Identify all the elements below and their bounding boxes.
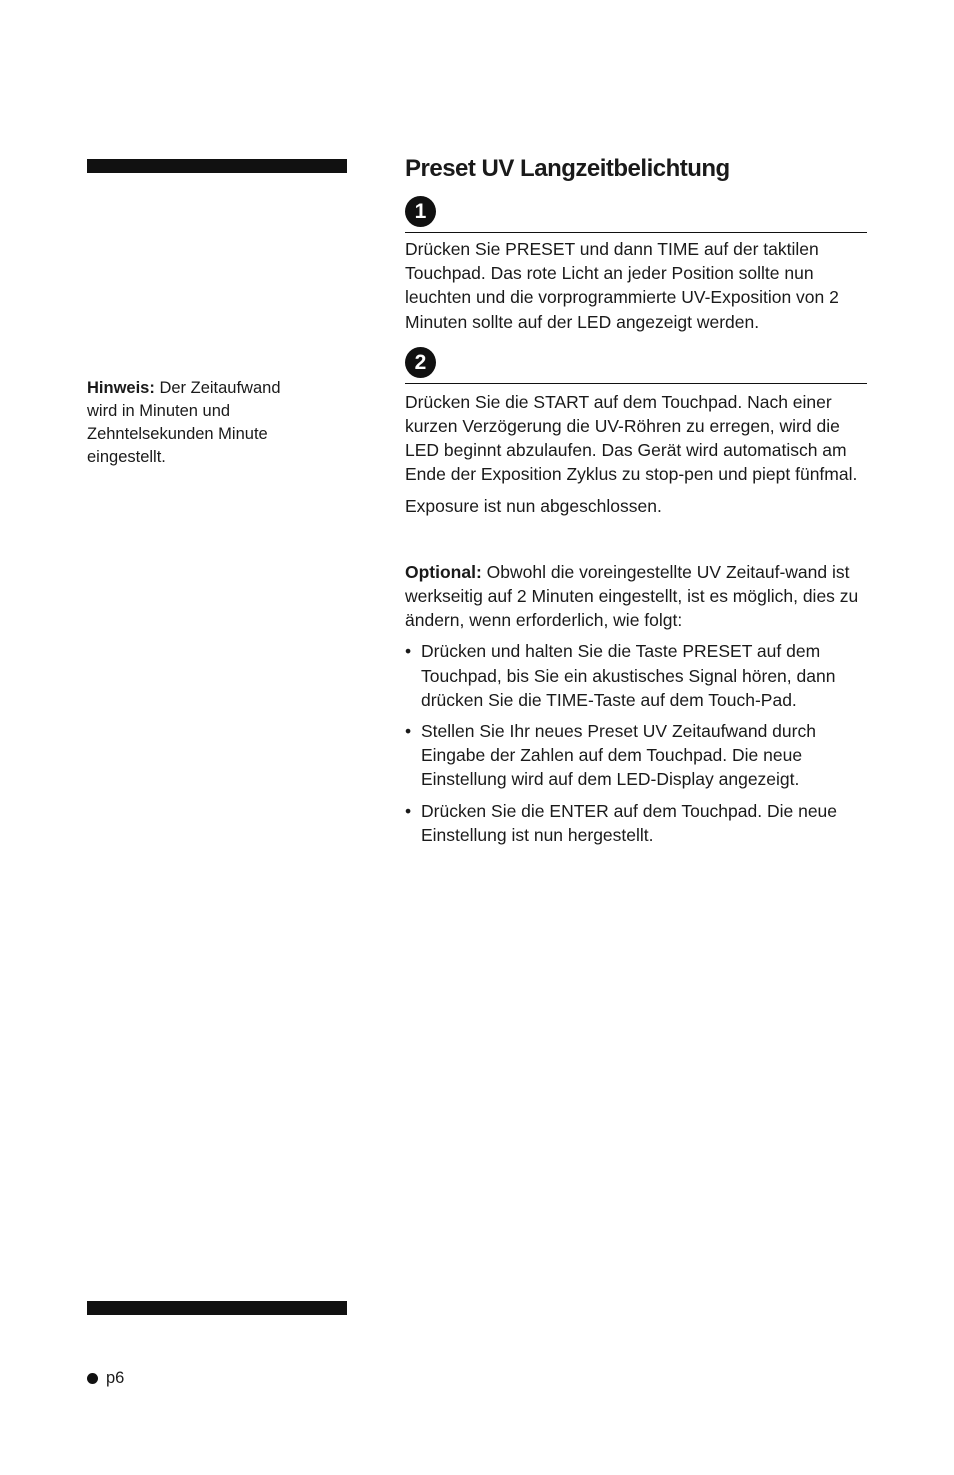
hinweis-label: Hinweis: (87, 379, 155, 397)
top-rule (87, 159, 347, 173)
page-dot-icon (87, 1373, 98, 1384)
step-1-text: Drücken Sie PRESET und dann TIME auf der taktilen Touchpad. Das rote Licht an jeder Position sollte nun leuchten und die vorprogrammierte UV-Exposition von 2 Minuten sollte auf der LED angezeigt werden. (405, 239, 839, 332)
list-item-text: Drücken und halten Sie die Taste PRESET auf dem Touchpad, bis Sie ein akustisches Signal hören, dann drücken Sie die TIME-Taste auf dem Touch-Pad. (421, 641, 836, 710)
bullet-icon: • (405, 721, 412, 742)
list-item (405, 799, 867, 847)
page-title: Preset UV Langzeitbelichtung (405, 155, 730, 182)
step-2-number-icon: 2 (405, 347, 436, 378)
hinweis-text: Der Zeitaufwand wird in Minuten und Zehntelsekunden Minute eingestellt. (87, 379, 281, 466)
list-item-text: Stellen Sie Ihr neues Preset UV Zeitaufwand durch Eingabe der Zahlen auf dem Touchpad. Die neue Einstellung wird auf dem LED-Display angezeigt. (421, 721, 816, 790)
main-column (405, 152, 867, 854)
bullet-icon: • (405, 800, 412, 821)
step-2-followup: Exposure ist nun abgeschlossen. (405, 495, 662, 516)
list-item (405, 719, 867, 792)
list-item (405, 639, 867, 712)
optional-label: Optional: (405, 561, 482, 582)
hinweis-note (87, 377, 307, 469)
page-number (87, 1368, 124, 1388)
optional-steps-list (405, 639, 867, 847)
optional-paragraph (405, 560, 867, 633)
optional-text: Obwohl die voreingestellte UV Zeitauf-wand ist werkseitig auf 2 Minuten eingestellt, ist es möglich, dies zu ändern, wenn erforderlich, wie folgt: (405, 561, 859, 631)
step-1-header (405, 196, 867, 233)
page-number-text: p6 (106, 1369, 125, 1387)
bullet-icon: • (405, 641, 412, 662)
step-1-number-icon: 1 (405, 196, 436, 227)
step-2-header (405, 347, 867, 384)
step-2-text: Drücken Sie die START auf dem Touchpad. Nach einer kurzen Verzögerung die UV-Röhren zu erregen, wird die LED beginnt abzulaufen. Das Gerät wird automatisch am Ende der Exposition Zyklus zu stop-pen und piept fünfmal. (405, 391, 858, 485)
list-item-text: Drücken Sie die ENTER auf dem Touchpad. Die neue Einstellung ist nun hergestellt. (421, 800, 838, 845)
bottom-rule (87, 1301, 347, 1315)
